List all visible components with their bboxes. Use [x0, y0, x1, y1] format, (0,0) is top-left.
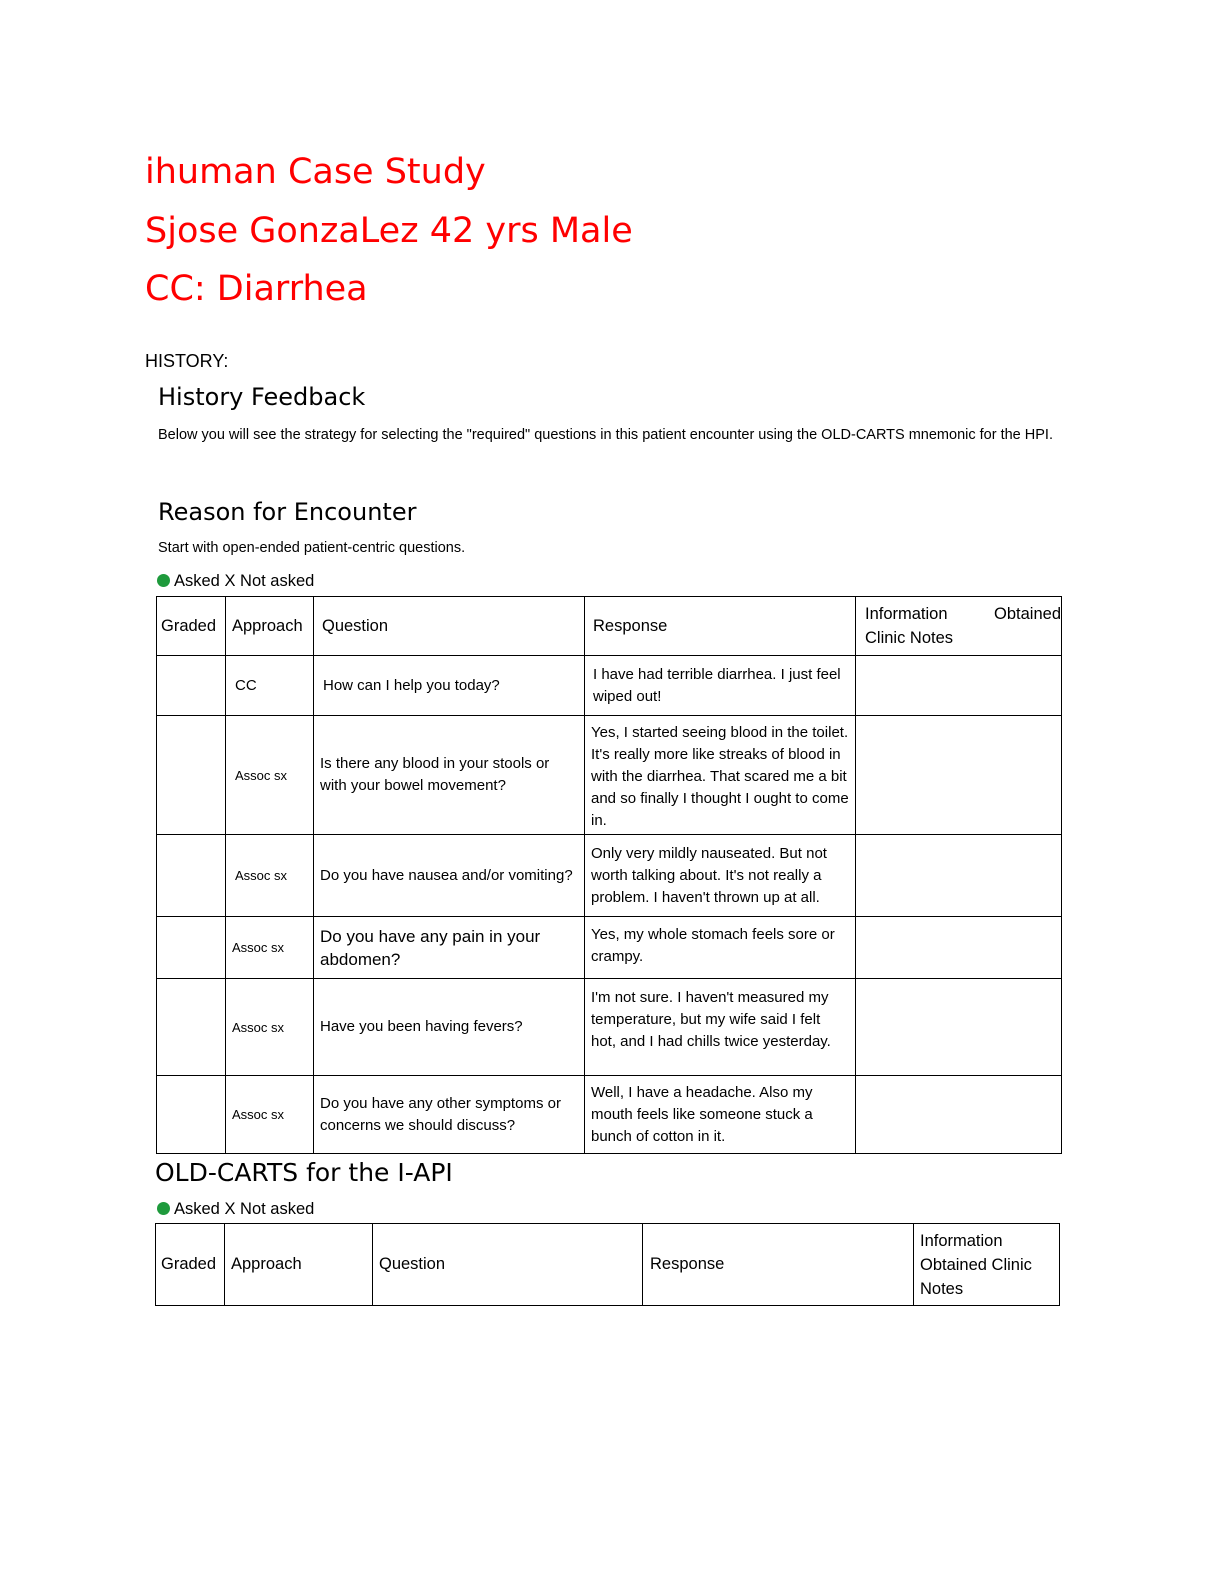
response-cell: Yes, my whole stomach feels sore or crampy. — [585, 917, 856, 979]
question-cell: Do you have nausea and/or vomiting? — [314, 835, 585, 917]
question-cell: Have you been having fevers? — [314, 979, 585, 1076]
header-approach: Approach — [225, 1224, 373, 1306]
notes-cell — [856, 716, 1062, 835]
question-cell: Do you have any pain in your abdomen? — [314, 917, 585, 979]
question-cell: How can I help you today? — [314, 656, 585, 716]
header-info-b: Obtained — [994, 605, 1061, 623]
question-cell: Is there any blood in your stools or with your bowel movement? — [314, 716, 585, 835]
approach-cell: Assoc sx — [226, 979, 314, 1076]
approach-cell: Assoc sx — [226, 917, 314, 979]
header-graded: Graded — [157, 597, 226, 656]
response-cell: Yes, I started seeing blood in the toilet. It's really more like streaks of blood in with the diarrhea. That scared me a bit and so finally I thought I ought to come in. — [585, 716, 856, 835]
chief-complaint-title: CC: Diarrhea — [145, 269, 368, 309]
header-info: Information Obtained Clinic Notes — [914, 1224, 1060, 1306]
table-row — [157, 835, 1062, 917]
table-row — [157, 979, 1062, 1076]
history-label: HISTORY: — [145, 351, 229, 371]
reason-table-header — [157, 597, 1062, 656]
legend-text: Asked X Not asked — [174, 1200, 315, 1218]
approach-cell: Assoc sx — [226, 1076, 314, 1154]
header-approach: Approach — [226, 597, 314, 656]
graded-cell — [157, 1076, 226, 1154]
graded-cell — [157, 917, 226, 979]
header-response: Response — [585, 597, 856, 656]
header-graded: Graded — [156, 1224, 225, 1306]
graded-cell — [157, 979, 226, 1076]
header-question: Question — [373, 1224, 643, 1306]
oldcarts-legend — [157, 1201, 314, 1218]
notes-cell — [856, 656, 1062, 716]
oldcarts-heading: OLD-CARTS for the I-API — [155, 1158, 453, 1187]
asked-dot-icon — [157, 1202, 170, 1215]
case-title: ihuman Case Study — [145, 152, 486, 192]
asked-dot-icon — [157, 574, 170, 587]
reason-heading: Reason for Encounter — [158, 498, 417, 526]
header-info — [856, 597, 1062, 656]
table-row — [157, 716, 1062, 835]
notes-cell — [856, 979, 1062, 1076]
header-question: Question — [314, 597, 585, 656]
question-cell: Do you have any other symptoms or concerns we should discuss? — [314, 1076, 585, 1154]
response-cell: Only very mildly nauseated. But not worth talking about. It's not really a problem. I haven't thrown up at all. — [585, 835, 856, 917]
reason-table — [156, 596, 1062, 1154]
notes-cell — [856, 835, 1062, 917]
response-cell: I have had terrible diarrhea. I just feel wiped out! — [585, 656, 856, 716]
table-row — [157, 656, 1062, 716]
reason-legend — [157, 573, 314, 590]
history-feedback-heading: History Feedback — [158, 383, 366, 411]
oldcarts-table — [155, 1223, 1060, 1306]
graded-cell — [157, 656, 226, 716]
history-feedback-text: Below you will see the strategy for selecting the "required" questions in this patient encounter using the OLD-CARTS mnemonic for the HPI. — [158, 427, 1053, 443]
notes-cell — [856, 1076, 1062, 1154]
patient-title: Sjose GonzaLez 42 yrs Male — [145, 211, 633, 251]
approach-cell: CC — [226, 656, 314, 716]
approach-cell: Assoc sx — [226, 716, 314, 835]
header-info-c: Clinic Notes — [865, 629, 954, 647]
graded-cell — [157, 716, 226, 835]
response-cell: Well, I have a headache. Also my mouth feels like someone stuck a bunch of cotton in it. — [585, 1076, 856, 1154]
header-info-a: Information — [865, 605, 948, 623]
table-row — [157, 1076, 1062, 1154]
response-cell: I'm not sure. I haven't measured my temperature, but my wife said I felt hot, and I had chills twice yesterday. — [585, 979, 856, 1076]
approach-cell: Assoc sx — [226, 835, 314, 917]
header-response: Response — [643, 1224, 914, 1306]
notes-cell — [856, 917, 1062, 979]
reason-text: Start with open-ended patient-centric questions. — [158, 540, 466, 556]
legend-text: Asked X Not asked — [174, 572, 315, 590]
table-row — [157, 917, 1062, 979]
graded-cell — [157, 835, 226, 917]
oldcarts-table-header — [156, 1224, 1060, 1306]
